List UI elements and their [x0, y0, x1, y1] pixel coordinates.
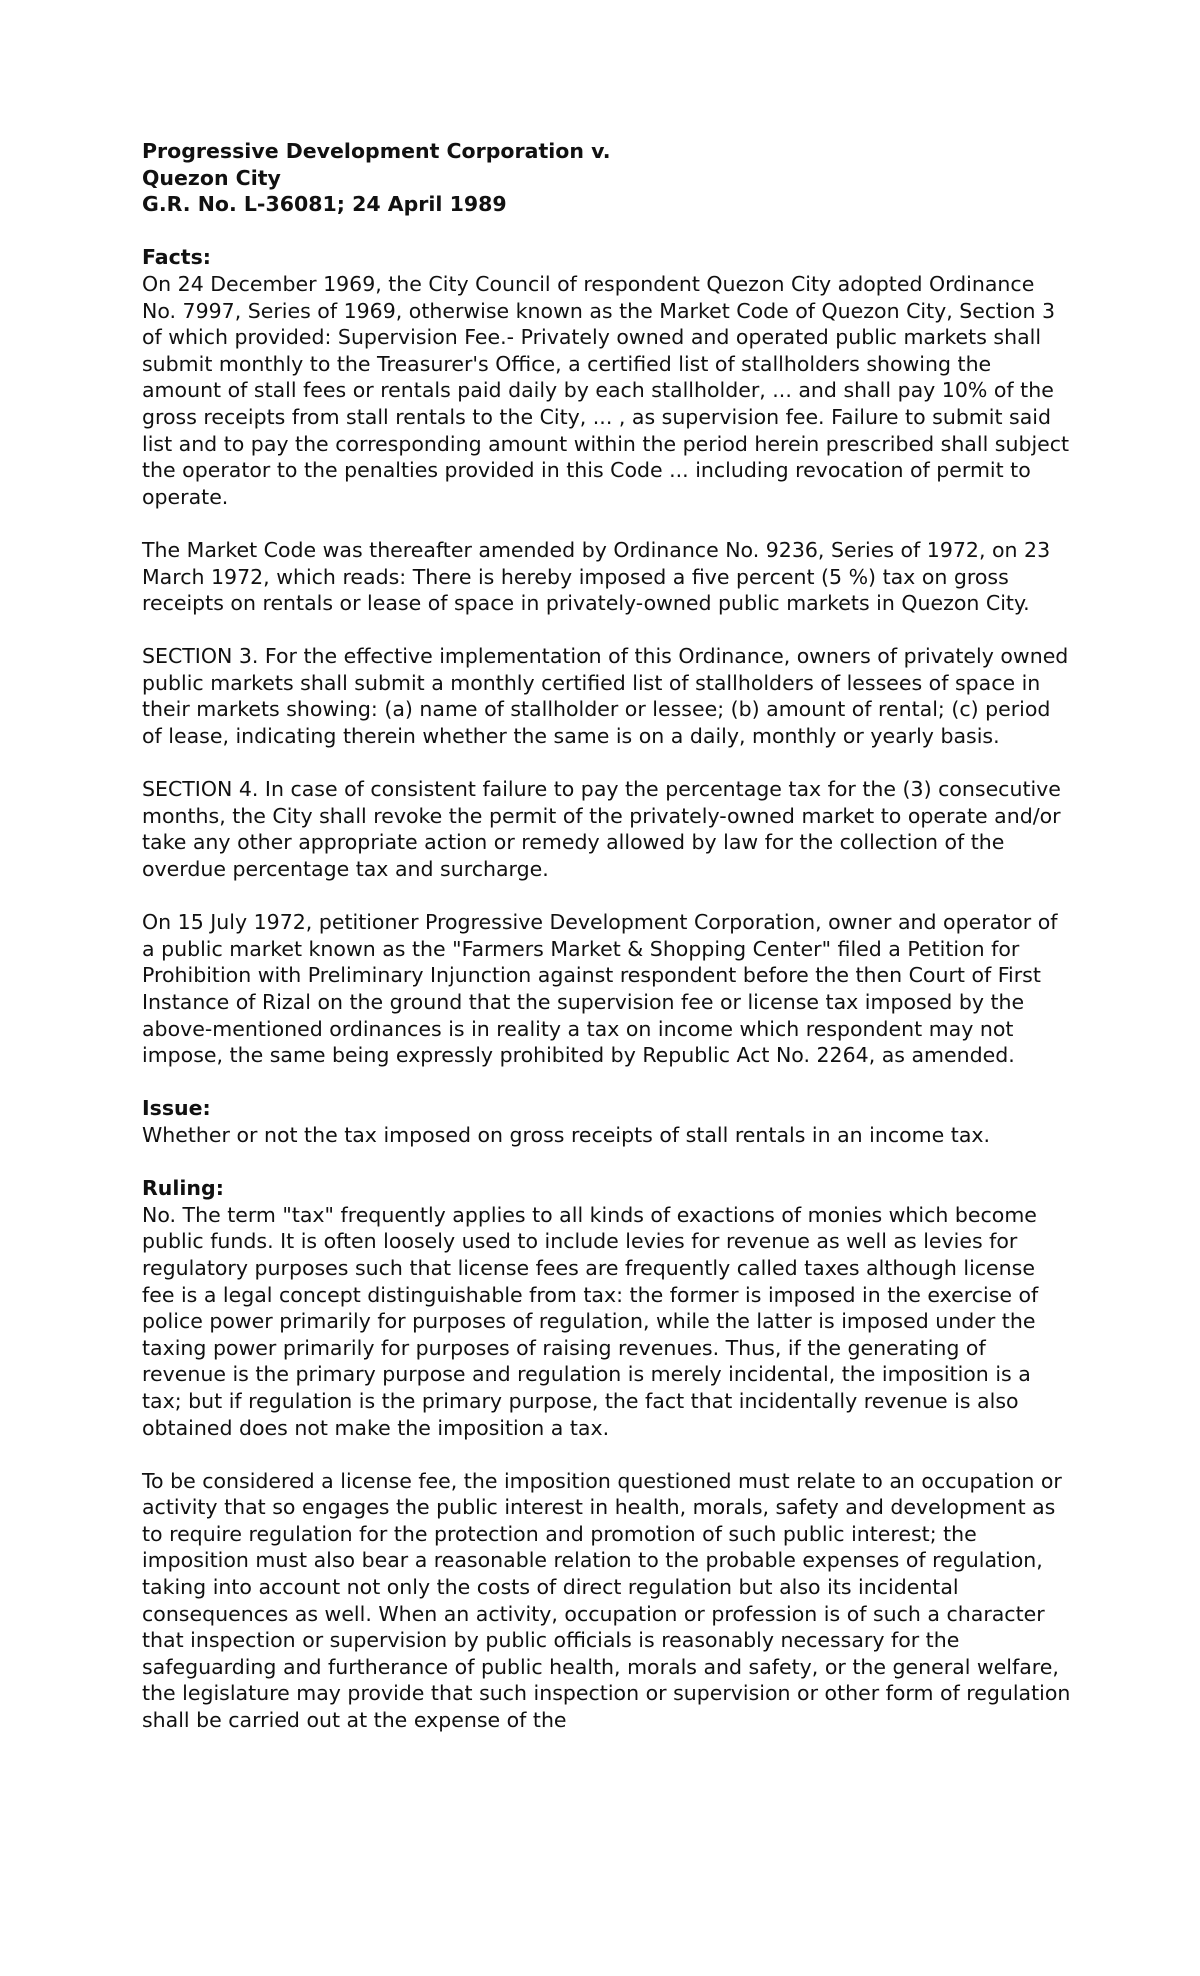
spacer: [142, 1149, 1072, 1176]
ruling-paragraph-2: To be considered a license fee, the imposition questioned must relate to an occupation or activity that so engages the public interest in health, morals, safety and development as to require regulation for the protection and promotion of such public interest; the imposition must also bear a reasonable relation to the probable expenses of regulation, taking into account not only the costs of direct regulation but also its incidental consequences as well. When an activity, occupation or profession is of such a character that inspection or supervision by public officials is reasonably necessary for the safeguarding and furtherance of public health, morals and safety, or the general welfare, the legislature may provide that such inspection or supervision or other form of regulation shall be carried out at the expense of the: [142, 1468, 1071, 1733]
spacer: [142, 883, 1072, 910]
document-body: [142, 138, 1072, 1734]
facts-section: [142, 244, 1072, 1068]
facts-paragraph-2: The Market Code was thereafter amended by Ordinance No. 9236, Series of 1972, on 23 March 1972, which reads: There is hereby imposed a five percent (5 %) tax on gross receipts on rentals or lease of space in privately-owned public markets in Quezon City.: [142, 537, 1051, 616]
case-title-block: [142, 138, 1072, 218]
issue-heading: Issue:: [142, 1096, 211, 1121]
facts-paragraph-section-3: SECTION 3. For the effective implementation of this Ordinance, owners of privately owned public markets shall submit a monthly certified list of stallholders of lessees of space in their markets showing: (a) name of stallholder or lessee; (b) amount of rental; (c) period of lease, indicating therein whether the same is on a daily, monthly or yearly basis.: [142, 644, 1069, 749]
facts-heading: Facts:: [142, 245, 211, 270]
issue-section: [142, 1095, 1072, 1148]
case-citation: G.R. No. L-36081; 24 April 1989: [142, 192, 507, 217]
issue-paragraph: Whether or not the tax imposed on gross receipts of stall rentals in an income tax.: [142, 1122, 991, 1147]
spacer: [142, 617, 1072, 644]
case-title-line-2: Quezon City: [142, 165, 281, 190]
spacer: [142, 218, 1072, 245]
facts-paragraph-1: On 24 December 1969, the City Council of respondent Quezon City adopted Ordinance No. 7997, Series of 1969, otherwise known as the Market Code of Quezon City, Section 3 of which provided: Supervision Fee.- Privately owned and operated public markets shall submit monthly to the Treasurer's Office, a certified list of stallholders showing the amount of stall fees or rentals paid daily by each stallholder, ... and shall pay 10% of the gross receipts from stall rentals to the City, ... , as supervision fee. Failure to submit said list and to pay the corresponding amount within the period herein prescribed shall subject the operator to the penalties provided in this Code ... including revocation of permit to operate.: [142, 271, 1070, 509]
spacer: [142, 1069, 1072, 1096]
spacer: [142, 510, 1072, 537]
spacer: [142, 1441, 1072, 1468]
ruling-paragraph-1: No. The term "tax" frequently applies to all kinds of exactions of monies which become public funds. It is often loosely used to include levies for revenue as well as levies for regulatory purposes such that license fees are frequently called taxes although license fee is a legal concept distinguishable from tax: the former is imposed in the exercise of police power primarily for purposes of regulation, while the latter is imposed under the taxing power primarily for purposes of raising revenues. Thus, if the generating of revenue is the primary purpose and regulation is merely incidental, the imposition is a tax; but if regulation is the primary purpose, the fact that incidentally revenue is also obtained does not make the imposition a tax.: [142, 1202, 1039, 1440]
case-title-line-1: Progressive Development Corporation v.: [142, 139, 611, 163]
spacer: [142, 750, 1072, 777]
facts-paragraph-section-4: SECTION 4. In case of consistent failure to pay the percentage tax for the (3) consecutive months, the City shall revoke the permit of the privately-owned market to operate and/or take any other appropriate action or remedy allowed by law for the collection of the overdue percentage tax and surcharge.: [142, 777, 1061, 882]
ruling-section: [142, 1175, 1072, 1733]
ruling-heading: Ruling:: [142, 1176, 224, 1201]
facts-paragraph-5: On 15 July 1972, petitioner Progressive Development Corporation, owner and operator of a public market known as the "Farmers Market & Shopping Center" filed a Petition for Prohibition with Preliminary Injunction against respondent before the then Court of First Instance of Rizal on the ground that the supervision fee or license tax imposed by the above-mentioned ordinances is in reality a tax on income which respondent may not impose, the same being expressly prohibited by Republic Act No. 2264, as amended.: [142, 910, 1058, 1068]
